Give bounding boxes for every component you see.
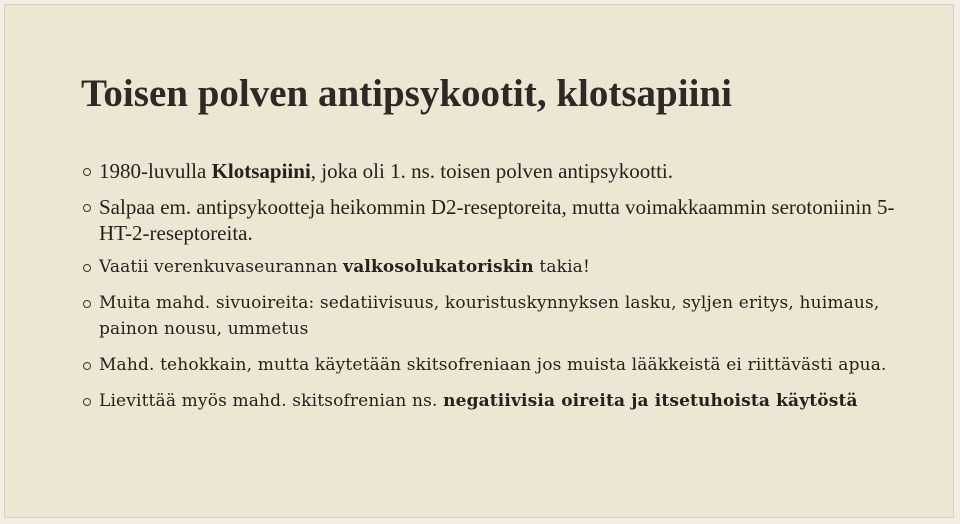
bullet-text: Lievittää myös mahd. skitsofrenian ns. negatiivisia oireita ja itsetuhoista käytöstä <box>99 391 858 411</box>
hollow-circle-bullet-icon <box>83 398 91 406</box>
bullet-item <box>81 388 901 414</box>
bullet-text: Muita mahd. sivuoireita: sedatiivisuus, kouristuskynnyksen lasku, syljen eritys, huimaus, painon nousu, ummetus <box>99 293 880 339</box>
hollow-circle-bullet-icon <box>83 264 91 272</box>
bullet-item <box>81 352 901 378</box>
hollow-circle-bullet-icon <box>83 300 91 308</box>
bullet-item <box>81 254 901 280</box>
bullet-text: Mahd. tehokkain, mutta käytetään skitsofreniaan jos muista lääkkeistä ei riittävästi apua. <box>99 355 887 375</box>
bullet-item <box>81 158 901 184</box>
hollow-circle-bullet-icon <box>83 204 91 212</box>
bullet-emphasis: negatiivisia oireita ja itsetuhoista käytöstä <box>443 391 858 411</box>
bullet-text: Salpaa em. antipsykootteja heikommin D2-reseptoreita, mutta voimakkaammin serotoniinin 5-HT-2-reseptoreita. <box>99 195 895 245</box>
bullet-item <box>81 194 901 246</box>
bullet-emphasis: valkosolukatoriskin <box>343 257 534 277</box>
hollow-circle-bullet-icon <box>83 168 91 176</box>
bullet-list <box>81 158 901 414</box>
bullet-text: Vaatii verenkuvaseurannan valkosolukatoriskin takia! <box>99 257 590 277</box>
bullet-item <box>81 290 901 342</box>
bullet-emphasis: Klotsapiini <box>211 159 311 183</box>
bullet-text: 1980-luvulla Klotsapiini, joka oli 1. ns. toisen polven antipsykootti. <box>99 159 674 183</box>
slide <box>4 4 954 518</box>
slide-title: Toisen polven antipsykootit, klotsapiini <box>81 72 732 115</box>
hollow-circle-bullet-icon <box>83 362 91 370</box>
